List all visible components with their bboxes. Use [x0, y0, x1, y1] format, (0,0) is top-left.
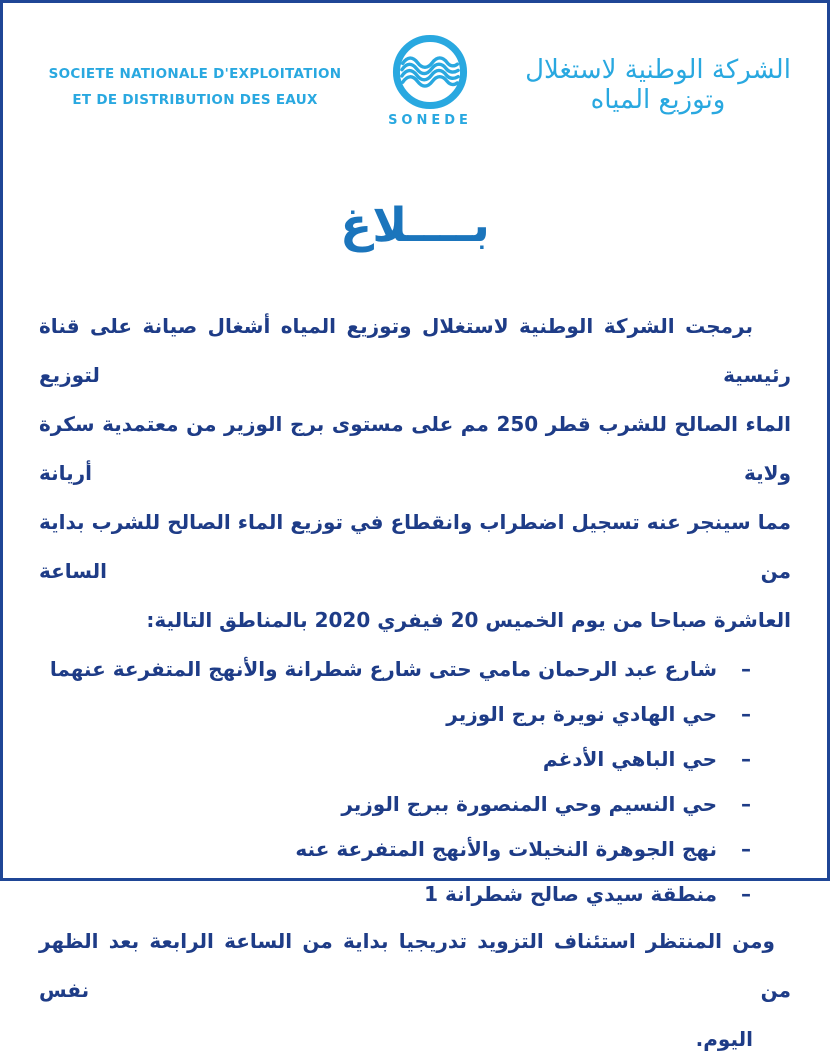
area-name: حي النسيم وحي المنصورة ببرج الوزير	[341, 792, 717, 816]
header	[3, 3, 827, 128]
area-name: حي الهادي نويرة برج الوزير	[446, 702, 717, 726]
list-item	[39, 872, 751, 917]
list-item	[39, 692, 751, 737]
bullet-dash: –	[741, 882, 751, 906]
company-name-french-line1: SOCIETE NATIONALE D'EXPLOITATION	[48, 66, 342, 82]
area-name: نهج الجوهرة النخيلات والأنهج المتفرعة عنه	[295, 837, 717, 861]
closing-paragraph	[39, 917, 791, 1064]
intro-line: العاشرة صباحا من يوم الخميس 20 فيفري 2020 بالمناطق التالية:	[146, 608, 791, 632]
company-name-french	[45, 61, 345, 113]
sonede-logo	[345, 31, 515, 128]
bullet-dash: –	[741, 792, 751, 816]
bullet-dash: –	[741, 657, 751, 681]
area-name: شارع عبد الرحمان مامي حتى شارع شطرانة والأنهج المتفرعة عنهما	[49, 657, 717, 681]
intro-paragraph	[39, 302, 791, 645]
page-title: بــــلاغ	[340, 198, 490, 253]
intro-line: مما سينجر عنه تسجيل اضطراب وانقطاع في توزيع الماء الصالح للشرب بداية من الساعة	[39, 510, 791, 583]
communique-body	[3, 254, 827, 1064]
intro-line: الماء الصالح للشرب قطر 250 مم على مستوى برج الوزير من معتمدية سكرة ولاية أريانة	[39, 412, 792, 485]
intro-line: برمجت الشركة الوطنية لاستغلال وتوزيع المياه أشغال صيانة على قناة رئيسية لتوزيع	[39, 314, 791, 387]
affected-areas-list	[39, 645, 791, 917]
bullet-dash: –	[741, 702, 751, 726]
bullet-dash: –	[741, 837, 751, 861]
area-name: حي الباهي الأدغم	[542, 747, 717, 771]
list-item	[39, 647, 751, 692]
area-name: منطقة سيدي صالح شطرانة 1	[424, 882, 717, 906]
list-item	[39, 782, 751, 827]
bullet-dash: –	[741, 747, 751, 771]
closing-line: ومن المنتظر استئناف التزويد تدريجيا بداية من الساعة الرابعة بعد الظهر من نفس	[39, 929, 791, 1002]
list-item	[39, 827, 751, 872]
company-name-french-line2: ET DE DISTRIBUTION DES EAUX	[72, 92, 318, 108]
list-item	[39, 737, 751, 782]
company-name-arabic: الشركة الوطنية لاستغلال وتوزيع المياه	[525, 55, 791, 115]
closing-line: اليوم.	[695, 1027, 753, 1051]
logo-wordmark: SONEDE	[388, 113, 472, 128]
water-waves-icon	[391, 33, 469, 111]
